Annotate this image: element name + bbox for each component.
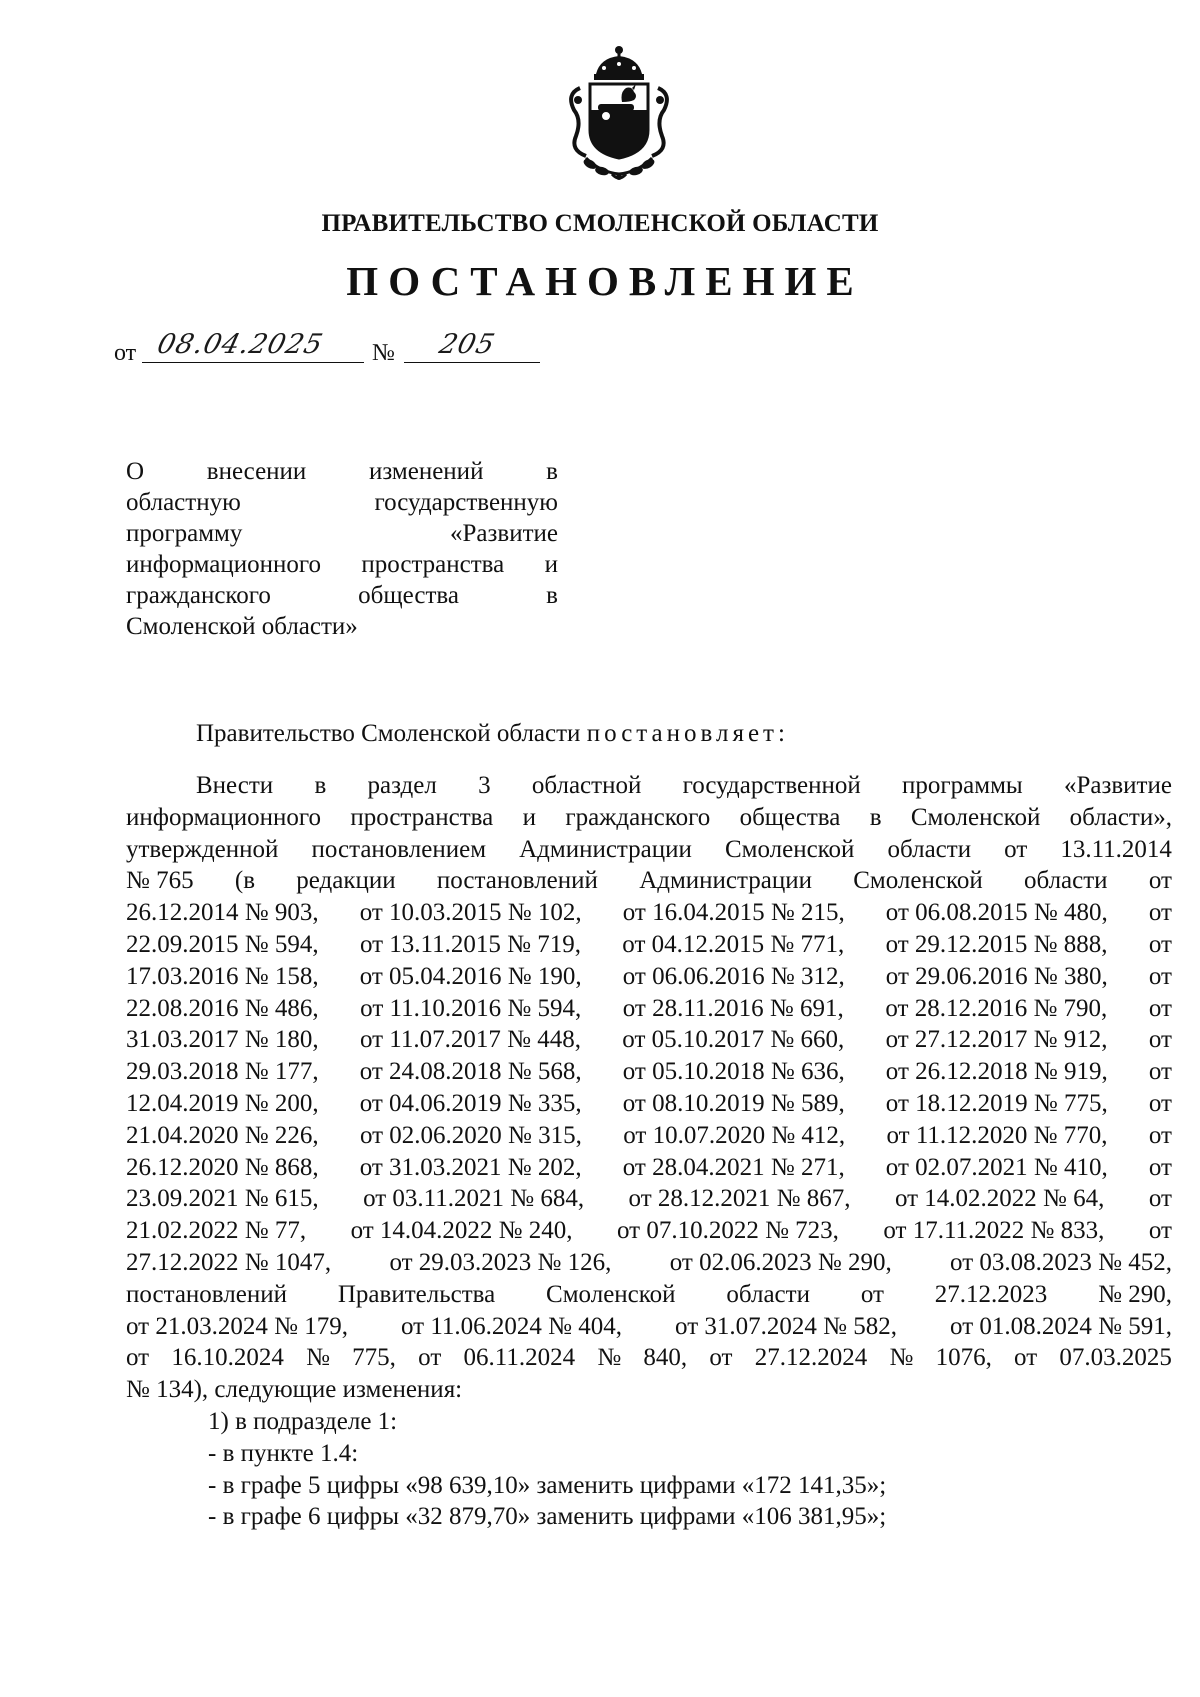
- text-segment: от: [1014, 1344, 1038, 1372]
- text-segment: от 31.03.2021 № 202,: [359, 1153, 582, 1181]
- text-segment: от 03.11.2021 № 684,: [363, 1185, 585, 1213]
- text-segment: 22.09.2015 № 594,: [126, 930, 319, 958]
- text-line: [126, 1342, 1172, 1374]
- text-segment: от 06.06.2016 № 312,: [622, 962, 845, 990]
- text-segment: области: [726, 1280, 810, 1308]
- text-segment: от 28.12.2016 № 790,: [885, 994, 1108, 1022]
- text-segment: от 31.07.2024 № 582,: [675, 1312, 897, 1340]
- text-segment: 840,: [643, 1344, 688, 1372]
- text-segment: пространства: [361, 551, 505, 578]
- text-line: [126, 929, 1172, 961]
- text-segment: внесении: [206, 458, 307, 485]
- text-segment: 22.08.2016 № 486,: [126, 994, 319, 1022]
- text-segment: от: [1148, 867, 1172, 895]
- text-line: [126, 961, 1172, 993]
- text-segment: от 24.08.2018 № 568,: [359, 1058, 582, 1086]
- text-segment: № 765: [126, 867, 194, 895]
- text-segment: от 05.10.2017 № 660,: [622, 1026, 845, 1054]
- text-line: [126, 1279, 1172, 1311]
- text-line: [126, 518, 558, 549]
- text-line: [126, 1215, 1172, 1247]
- text-segment: от 10.03.2015 № 102,: [359, 899, 582, 927]
- text-segment: в: [869, 803, 882, 831]
- text-segment: 1) в подразделе 1:: [208, 1407, 398, 1435]
- text-segment: от: [1148, 1026, 1172, 1054]
- text-segment: редакции: [296, 867, 396, 895]
- text-line: [126, 770, 1172, 802]
- text-segment: от: [1148, 1217, 1172, 1245]
- text-segment: от: [1148, 1089, 1172, 1117]
- text-segment: от 28.11.2016 № 691,: [622, 994, 844, 1022]
- text-segment: программы: [902, 772, 1023, 799]
- text-segment: гражданского: [565, 803, 711, 831]
- text-segment: от 07.10.2022 № 723,: [616, 1217, 839, 1245]
- text-segment: Администрации: [519, 835, 692, 863]
- text-segment: 775,: [352, 1344, 396, 1372]
- text-segment: от 10.07.2020 № 412,: [623, 1121, 846, 1149]
- text-line: [126, 549, 558, 580]
- text-segment: изменений: [369, 458, 484, 485]
- text-segment: области»,: [1069, 803, 1172, 831]
- text-segment: утвержденной: [126, 835, 279, 863]
- text-segment: и: [522, 803, 536, 831]
- resolve-verb: постановляет:: [586, 720, 789, 747]
- resolve-phrase: [196, 720, 789, 748]
- date-label: от: [114, 340, 137, 366]
- text-segment: от 08.10.2019 № 589,: [622, 1089, 845, 1117]
- resolve-prefix: Правительство Смоленской области: [196, 720, 581, 747]
- text-segment: от: [418, 1344, 442, 1372]
- text-line: [126, 897, 1172, 929]
- text-segment: 26.12.2014 № 903,: [126, 899, 319, 927]
- text-segment: №: [889, 1344, 914, 1372]
- text-line: [126, 1406, 1172, 1438]
- text-segment: от 02.06.2023 № 290,: [669, 1248, 892, 1276]
- text-line: [126, 1501, 1172, 1533]
- text-segment: от: [1148, 994, 1172, 1022]
- text-segment: 29.03.2018 № 177,: [126, 1058, 319, 1086]
- text-segment: от 26.12.2018 № 919,: [885, 1058, 1108, 1086]
- text-segment: от: [709, 1344, 733, 1372]
- text-segment: от 28.12.2021 № 867,: [628, 1185, 851, 1213]
- text-segment: 27.12.2024: [754, 1344, 868, 1372]
- text-segment: постановлений: [126, 1280, 287, 1308]
- text-segment: от 05.10.2018 № 636,: [622, 1058, 845, 1086]
- text-segment: 21.02.2022 № 77,: [126, 1217, 307, 1245]
- text-segment: информационного: [126, 803, 321, 831]
- text-segment: от: [1148, 1121, 1172, 1149]
- text-segment: от: [1148, 962, 1172, 990]
- text-segment: от: [1148, 1153, 1172, 1181]
- text-segment: программу: [126, 520, 243, 547]
- text-segment: постановлений: [436, 867, 598, 895]
- text-segment: информационного: [126, 551, 321, 578]
- text-line: [126, 1183, 1172, 1215]
- text-line: [126, 1311, 1172, 1343]
- text-segment: «Развитие: [450, 520, 558, 547]
- document-body: [126, 770, 1172, 1533]
- text-segment: от 14.02.2022 № 64,: [894, 1185, 1105, 1213]
- text-segment: от 29.03.2023 № 126,: [389, 1248, 612, 1276]
- text-segment: от 11.10.2016 № 594,: [360, 994, 582, 1022]
- text-segment: №: [597, 1344, 622, 1372]
- text-segment: Смоленской: [910, 803, 1041, 831]
- text-segment: № 134), следующие изменения:: [126, 1376, 463, 1404]
- text-segment: области: [1023, 867, 1108, 895]
- text-segment: в: [314, 772, 327, 799]
- organization-title: ПРАВИТЕЛЬСТВО СМОЛЕНСКОЙ ОБЛАСТИ: [321, 210, 879, 237]
- text-segment: Смоленской: [546, 1280, 676, 1308]
- text-segment: от 16.04.2015 № 215,: [622, 899, 845, 927]
- text-segment: в: [546, 582, 558, 609]
- text-segment: Внести: [196, 772, 274, 799]
- text-segment: 3: [478, 772, 491, 799]
- text-segment: от 11.06.2024 № 404,: [400, 1312, 623, 1340]
- text-segment: Смоленской области»: [126, 613, 358, 640]
- text-line: [126, 1438, 1172, 1470]
- text-segment: 16.10.2024: [171, 1344, 284, 1372]
- text-segment: области: [887, 835, 972, 863]
- number-label: №: [372, 340, 395, 366]
- text-segment: от 11.07.2017 № 448,: [359, 1026, 581, 1054]
- text-segment: постановлением: [311, 835, 487, 863]
- text-segment: от 29.12.2015 № 888,: [885, 930, 1108, 958]
- text-line: [126, 1247, 1172, 1279]
- text-segment: - в графе 6 цифры «32 879,70» заменить цифрами «106 381,95»;: [208, 1503, 887, 1531]
- text-segment: от 02.07.2021 № 410,: [885, 1153, 1108, 1181]
- text-segment: раздел: [367, 772, 437, 799]
- text-segment: от 06.08.2015 № 480,: [885, 899, 1108, 927]
- text-segment: 12.04.2019 № 200,: [126, 1089, 319, 1117]
- text-line: [126, 1056, 1172, 1088]
- text-segment: Администрации: [639, 867, 812, 895]
- text-line: [126, 611, 558, 642]
- text-segment: 13.11.2014: [1060, 835, 1172, 863]
- text-segment: от 04.06.2019 № 335,: [359, 1089, 582, 1117]
- document-type-title: ПОСТАНОВЛЕНИЕ: [346, 258, 864, 304]
- text-segment: Смоленской: [853, 867, 983, 895]
- text-segment: 27.12.2023: [934, 1280, 1048, 1308]
- text-segment: от 28.04.2021 № 271,: [622, 1153, 845, 1181]
- text-segment: пространства: [350, 803, 494, 831]
- text-segment: от 01.08.2024 № 591,: [950, 1312, 1172, 1340]
- text-segment: от: [126, 1344, 150, 1372]
- text-line: [126, 1470, 1172, 1502]
- text-segment: (в: [234, 867, 256, 895]
- text-line: [126, 1120, 1172, 1152]
- text-segment: Правительства: [337, 1280, 496, 1308]
- coat-of-arms-icon: [560, 44, 678, 184]
- text-segment: - в графе 5 цифры «98 639,10» заменить цифрами «172 141,35»;: [208, 1471, 887, 1499]
- text-segment: 27.12.2022 № 1047,: [126, 1248, 332, 1276]
- text-segment: от 04.12.2015 № 771,: [622, 930, 845, 958]
- text-segment: от 29.06.2016 № 380,: [885, 962, 1108, 990]
- text-segment: «Развитие: [1063, 772, 1172, 799]
- text-line: [126, 1088, 1172, 1120]
- text-line: [126, 1024, 1172, 1056]
- text-segment: от 18.12.2019 № 775,: [885, 1089, 1108, 1117]
- text-line: [126, 487, 558, 518]
- date-field: [142, 326, 364, 363]
- handwritten-date: 08.04.2025: [154, 329, 327, 360]
- text-segment: О: [126, 458, 145, 485]
- text-segment: 26.12.2020 № 868,: [126, 1153, 319, 1181]
- text-segment: от 21.03.2024 № 179,: [126, 1312, 348, 1340]
- text-segment: от 02.06.2020 № 315,: [359, 1121, 582, 1149]
- text-segment: от 17.11.2022 № 833,: [883, 1217, 1105, 1245]
- text-segment: от: [1004, 835, 1028, 863]
- text-segment: областную: [126, 489, 241, 516]
- text-segment: от 05.04.2016 № 190,: [359, 962, 582, 990]
- date-number-line: [114, 326, 574, 366]
- text-segment: № 290,: [1098, 1280, 1172, 1308]
- text-line: [126, 1152, 1172, 1184]
- text-segment: гражданского: [126, 582, 271, 609]
- text-segment: в: [546, 458, 558, 485]
- text-segment: общества: [358, 582, 459, 609]
- text-segment: 06.11.2024: [463, 1344, 576, 1372]
- text-segment: от 03.08.2023 № 452,: [950, 1248, 1172, 1276]
- text-segment: 07.03.2025: [1059, 1344, 1172, 1372]
- text-segment: от: [1148, 1185, 1172, 1213]
- text-segment: от 11.12.2020 № 770,: [886, 1121, 1108, 1149]
- text-segment: от 14.04.2022 № 240,: [350, 1217, 573, 1245]
- text-segment: 21.04.2020 № 226,: [126, 1121, 319, 1149]
- text-line: [126, 865, 1172, 897]
- text-segment: 23.09.2021 № 615,: [126, 1185, 319, 1213]
- text-line: [126, 802, 1172, 834]
- text-segment: от: [1148, 899, 1172, 927]
- text-segment: государственной: [682, 772, 861, 799]
- text-segment: от 13.11.2015 № 719,: [359, 930, 581, 958]
- text-segment: общества: [739, 803, 841, 831]
- text-segment: 31.03.2017 № 180,: [126, 1026, 319, 1054]
- text-segment: Смоленской: [724, 835, 855, 863]
- text-line: [126, 456, 558, 487]
- text-line: [126, 1374, 1172, 1406]
- text-segment: 17.03.2016 № 158,: [126, 962, 319, 990]
- text-segment: - в пункте 1.4:: [208, 1439, 359, 1467]
- text-segment: государственную: [374, 489, 558, 516]
- text-segment: от: [1148, 930, 1172, 958]
- text-segment: от: [860, 1280, 884, 1308]
- text-segment: областной: [531, 772, 642, 799]
- text-line: [126, 834, 1172, 866]
- text-segment: 1076,: [935, 1344, 992, 1372]
- text-segment: №: [306, 1344, 330, 1372]
- text-segment: и: [544, 551, 558, 578]
- handwritten-number: 205: [436, 329, 499, 360]
- document-subject: [126, 456, 558, 642]
- number-field: [404, 326, 540, 363]
- text-segment: от: [1148, 1058, 1172, 1086]
- text-line: [126, 993, 1172, 1025]
- text-line: [126, 580, 558, 611]
- text-segment: от 27.12.2017 № 912,: [885, 1026, 1108, 1054]
